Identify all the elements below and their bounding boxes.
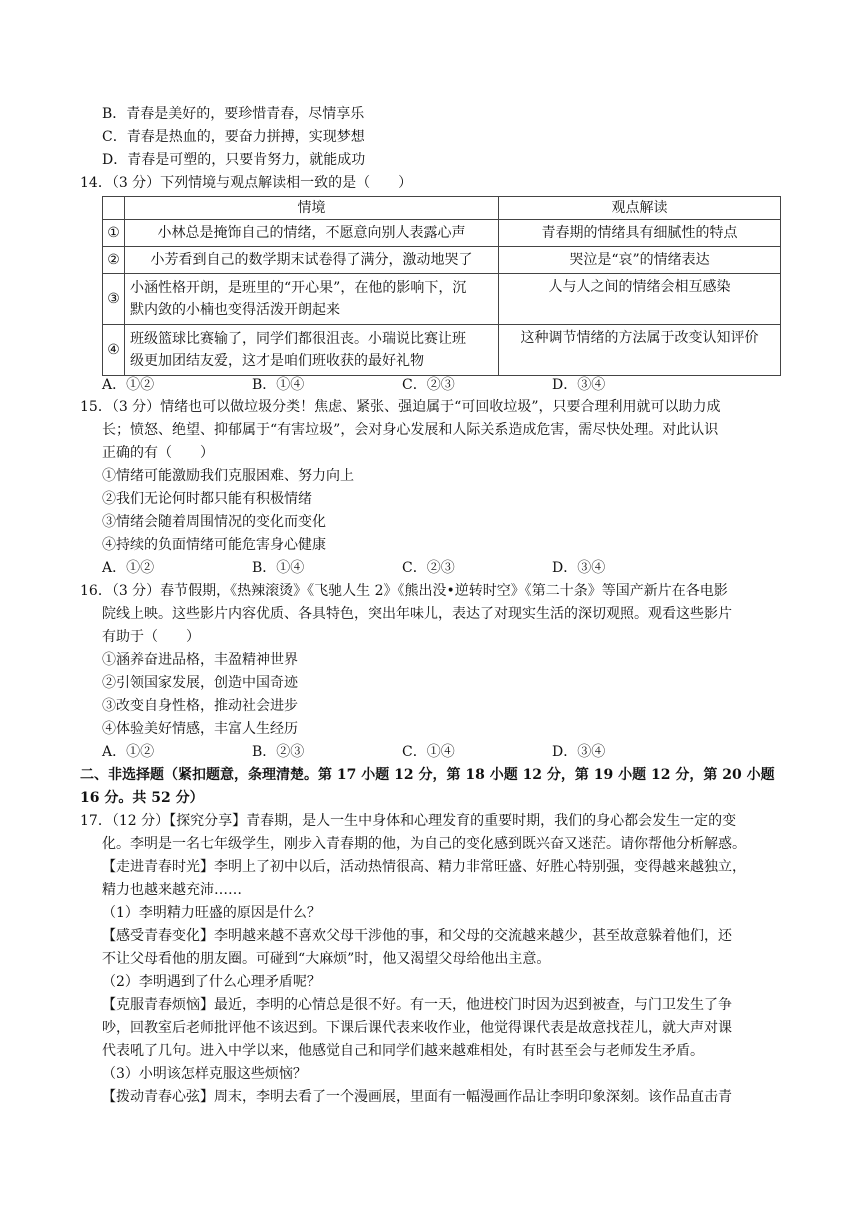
q15-item-4: ④持续的负面情绪可能危害身心健康 xyxy=(102,537,326,553)
q14-header-view: 观点解读 xyxy=(499,197,781,220)
row-situation-line: 小涵性格开朗，是班里的“开心果”，在他的影响下，沉 xyxy=(130,280,467,296)
row-situation: 小芳看到自己的数学期末试卷得了满分，激动地哭了 xyxy=(125,247,499,274)
q17-line: 吵，回教室后老师批评他不该迟到。下课后课代表来收作业，他觉得课代表是故意找茬儿，就大声对课 xyxy=(102,1020,732,1036)
q17-subquestion-3: （3）小明该怎样克服这些烦恼？ xyxy=(102,1066,307,1082)
choice-d: D．③④ xyxy=(552,377,606,393)
choice-a: A．①② xyxy=(102,560,155,576)
q17-line: 【拨动青春心弦】周末，李明去看了一个漫画展，里面有一幅漫画作品让李明印象深刻。该作品直击青 xyxy=(102,1089,732,1105)
section2-heading-line1: 二、非选择题（紧扣题意，条理清楚。第 17 小题 12 分，第 18 小题 12 分，第 19 小题 12 分，第 20 小题 xyxy=(80,767,775,783)
choice-a: A．①② xyxy=(102,377,155,393)
q17-line: 【走进青春时光】李明上了初中以后，活动热情很高、精力非常旺盛、好胜心特别强，变得越来越独立， xyxy=(102,859,746,875)
row-number: ② xyxy=(103,247,125,274)
q15-item-1: ①情绪可能激励我们克服困难、努力向上 xyxy=(102,468,354,484)
q16-choices xyxy=(102,741,605,763)
row-view: 人与人之间的情绪会相互感染 xyxy=(499,274,781,325)
q17-line: 17．（12 分）【探究分享】青春期，是人一生中身体和心理发育的重要时期，我们的身心都会发生一定的变 xyxy=(80,813,737,829)
q17-line: 不让父母看他的朋友圈。可碰到“大麻烦”时，他又渴望父母给他出主意。 xyxy=(102,951,551,967)
q16-item-4: ④体验美好情感，丰富人生经历 xyxy=(102,721,298,737)
row-number: ③ xyxy=(103,274,125,325)
table-row xyxy=(103,325,781,376)
choice-d: D．③④ xyxy=(552,560,606,576)
q17-line: 【感受青春变化】李明越来越不喜欢父母干涉他的事，和父母的交流越来越少，甚至故意躲着他们，还 xyxy=(102,928,732,944)
q14-choices xyxy=(102,374,605,396)
choice-c: C．②③ xyxy=(402,560,455,576)
row-number: ④ xyxy=(103,325,125,376)
q15-choices xyxy=(102,557,605,579)
row-view: 这种调节情绪的方法属于改变认知评价 xyxy=(499,325,781,376)
choice-c: C．①④ xyxy=(402,744,455,760)
q16-stem-line3: 有助于（ ） xyxy=(102,629,200,645)
q15-stem-line1: 15．（3 分）情绪也可以做垃圾分类！焦虑、紧张、强迫属于“可回收垃圾”，只要合理利用就可以助力成 xyxy=(80,399,721,415)
q17-line: 精力也越来越充沛…… xyxy=(102,882,242,898)
q15-item-2: ②我们无论何时都只能有积极情绪 xyxy=(102,491,312,507)
table-row xyxy=(103,274,781,325)
choice-b: B．①④ xyxy=(252,560,305,576)
q14-header-situation: 情境 xyxy=(125,197,499,220)
q17-line: 【克服青春烦恼】最近，李明的心情总是很不好。有一天，他进校门时因为迟到被查，与门卫发生了争 xyxy=(102,997,732,1013)
q17-subquestion-2: （2）李明遇到了什么心理矛盾呢？ xyxy=(102,974,321,990)
row-situation xyxy=(125,274,499,325)
q14-table xyxy=(102,196,781,376)
q14-header-blank xyxy=(103,197,125,220)
q13-option-d: D．青春是可塑的，只要肯努力，就能成功 xyxy=(102,152,366,168)
q16-item-1: ①涵养奋进品格，丰盈精神世界 xyxy=(102,652,298,668)
row-view: 青春期的情绪具有细腻性的特点 xyxy=(499,220,781,247)
row-number: ① xyxy=(103,220,125,247)
row-situation-line: 默内敛的小楠也变得活泼开朗起来 xyxy=(130,302,340,318)
choice-b: B．②③ xyxy=(252,744,305,760)
q14-stem: 14．（3 分）下列情境与观点解读相一致的是（ ） xyxy=(80,175,413,191)
q16-stem-line1: 16．（3 分）春节假期，《热辣滚烫》《飞驰人生 2》《熊出没•逆转时空》《第二十条》等国产新片在各电影 xyxy=(80,583,728,599)
q13-option-c: C．青春是热血的，要奋力拼搏，实现梦想 xyxy=(102,129,365,145)
choice-d: D．③④ xyxy=(552,744,606,760)
row-situation-line: 级更加团结友爱，这才是咱们班收获的最好礼物 xyxy=(130,353,424,369)
q17-subquestion-1: （1）李明精力旺盛的原因是什么？ xyxy=(102,905,321,921)
q16-item-2: ②引领国家发展，创造中国奇迹 xyxy=(102,675,298,691)
section2-heading-line2: 16 分。共 52 分） xyxy=(80,790,204,806)
q15-stem-line3: 正确的有（ ） xyxy=(102,445,214,461)
q16-item-3: ③改变自身性格，推动社会进步 xyxy=(102,698,298,714)
row-view: 哭泣是“哀”的情绪表达 xyxy=(499,247,781,274)
q17-line: 化。李明是一名七年级学生，刚步入青春期的他，为自己的变化感到既兴奋又迷茫。请你帮他分析解惑。 xyxy=(102,836,746,852)
row-situation-line: 班级篮球比赛输了，同学们都很沮丧。小瑞说比赛让班 xyxy=(130,331,466,347)
table-row xyxy=(103,247,781,274)
q15-stem-line2: 长；愤怒、绝望、抑郁属于“有害垃圾”，会对身心发展和人际关系造成危害，需尽快处理。对此认识 xyxy=(102,422,719,438)
choice-a: A．①② xyxy=(102,744,155,760)
table-row xyxy=(103,220,781,247)
q16-stem-line2: 院线上映。这些影片内容优质、各具特色，突出年味儿，表达了对现实生活的深切观照。观看这些影片 xyxy=(102,606,732,622)
row-situation: 小林总是掩饰自己的情绪，不愿意向别人表露心声 xyxy=(125,220,499,247)
choice-c: C．②③ xyxy=(402,377,455,393)
row-situation xyxy=(125,325,499,376)
q17-line: 代表吼了几句。进入中学以来，他感觉自己和同学们越来越难相处，有时甚至会与老师发生矛盾。 xyxy=(102,1043,704,1059)
q13-option-b: B．青春是美好的，要珍惜青春，尽情享乐 xyxy=(102,106,365,122)
choice-b: B．①④ xyxy=(252,377,305,393)
q15-item-3: ③情绪会随着周围情况的变化而变化 xyxy=(102,514,326,530)
